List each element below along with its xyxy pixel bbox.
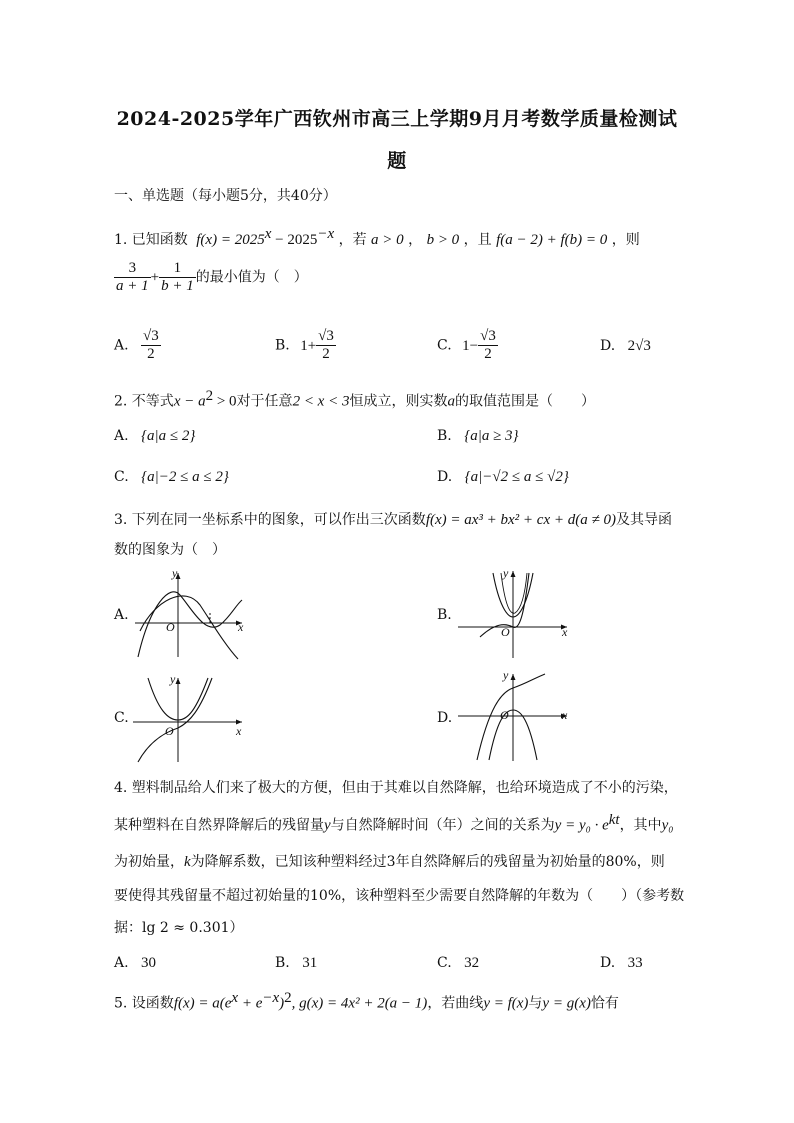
q4-text-2b: 与自然降解时间（年）之间的关系为	[330, 817, 555, 834]
q4-option-c[interactable]	[437, 955, 479, 972]
q1-function	[196, 226, 335, 248]
q2-option-a-text: {a|a ≤ 2}	[141, 428, 196, 444]
q1-text-4: ，则	[611, 232, 640, 248]
q4-option-a[interactable]	[114, 955, 156, 972]
q2-option-d-label: D.	[437, 469, 453, 485]
q3-graph-a[interactable]	[130, 565, 250, 660]
q1-option-b-label: B.	[275, 337, 290, 354]
q5-f-sup2: −x	[262, 990, 280, 1006]
q2-ineq-sup: 2	[205, 388, 214, 404]
q2-option-d[interactable]	[437, 469, 569, 486]
q1-option-c-num: √3	[480, 328, 496, 344]
q2-gt: > 0	[213, 393, 237, 410]
q4-option-b[interactable]	[275, 955, 317, 972]
q4-y0: y₀	[661, 817, 674, 834]
q4-text-2c: ，其中	[619, 817, 662, 834]
q4-formula-sup: kt	[608, 812, 620, 828]
q4-option-a-text: 30	[141, 955, 157, 971]
q1-condition: f(a − 2) + f(b) = 0	[496, 232, 608, 248]
q5-f-mid: + e	[238, 995, 263, 1012]
q1-plus: +	[150, 269, 160, 286]
q3-option-b-label[interactable]: B.	[437, 607, 452, 623]
q1-exp1: x	[264, 226, 272, 242]
q1-option-c-label: C.	[437, 337, 452, 354]
q4-option-c-label: C.	[437, 955, 452, 971]
q1-option-a[interactable]	[114, 328, 161, 363]
q1-tail: 的最小值为（ ）	[195, 269, 308, 286]
q3-text-tail: 及其导函	[615, 512, 672, 528]
q3-graph-d[interactable]	[455, 668, 575, 763]
q4-text-3a: 为初始量，	[114, 854, 184, 870]
question-4-line-5: 据：lg 2 ≈ 0.301）	[114, 920, 244, 936]
q3-option-c-label[interactable]: C.	[114, 710, 129, 726]
q2-option-c[interactable]	[114, 469, 229, 486]
q5-f-end: )	[279, 995, 285, 1012]
q3-c-y-axis: y	[170, 672, 176, 686]
q3-option-a-label[interactable]: A.	[114, 607, 129, 623]
q5-f-sup3: 2	[284, 990, 292, 1006]
q4-option-a-label: A.	[114, 955, 129, 971]
q4-option-b-text: 31	[302, 955, 318, 971]
q4-formula: y = y₀ · e	[554, 817, 609, 834]
q1-option-d-label: D.	[600, 338, 616, 354]
q1-frac2-num: 1	[159, 260, 196, 278]
q5-number: 5. 设函数	[114, 995, 174, 1012]
q4-text-2a: 某种塑料在自然界降解后的残留量	[114, 817, 324, 834]
q3-b-x-axis: x	[562, 625, 568, 639]
q4-text-3b: 为降解系数，已知该种塑料经过3年自然降解后的残留量为初始量的80%，则	[190, 854, 665, 870]
q2-option-d-text: {a|−√2 ≤ a ≤ √2}	[464, 469, 569, 485]
q1-option-b-frac	[316, 328, 336, 363]
q1-option-a-frac	[141, 328, 161, 363]
question-4-line-3	[114, 851, 665, 871]
q3-graph-c[interactable]	[130, 670, 250, 765]
q1-cond-a: a > 0	[371, 232, 404, 248]
q1-option-b-den: 2	[322, 346, 330, 362]
q3-d-x-axis: x	[562, 708, 568, 722]
q2-ineq: x − a	[173, 393, 206, 410]
question-4-line-1: 4. 塑料制品给人们来了极大的方便，但由于其难以自然降解，也给环境造成了不小的污染，	[114, 780, 678, 796]
q1-option-a-label: A.	[114, 337, 129, 354]
q5-g: , g(x) = 4x² + 2(a − 1)	[291, 995, 428, 1012]
q2-mid: 对于任意	[236, 393, 293, 410]
q2-option-a-label: A.	[114, 428, 129, 444]
page-title: 2024-2025学年广西钦州市高三上学期9月月考数学质量检测试	[116, 108, 678, 130]
q1-option-b-pre: 1+	[300, 337, 317, 354]
question-4-line-4: 要使得其残留量不超过初始量的10%，该种塑料至少需要自然降解的年数为（ ）（参考数	[114, 888, 685, 904]
q3-a-origin: O	[166, 620, 175, 634]
q1-option-a-num: √3	[143, 328, 159, 344]
q3-c-origin: O	[165, 724, 174, 738]
page-title-continued: 题	[387, 150, 407, 172]
q1-exp2: −x	[317, 226, 335, 242]
q1-option-d-value: 2√3	[627, 338, 651, 354]
q1-option-b[interactable]	[275, 328, 336, 363]
q3-d-y-axis: y	[503, 668, 509, 682]
q3-formula: f(x) = ax³ + bx² + cx + d(a ≠ 0)	[425, 512, 616, 528]
q5-and: 与	[528, 995, 543, 1012]
q1-text-3: ，且	[463, 232, 492, 248]
q2-tail2: 的取值范围是（ ）	[454, 393, 595, 410]
q3-c-x-axis: x	[236, 724, 242, 738]
question-2-line	[114, 388, 595, 411]
q2-option-c-label: C.	[114, 469, 129, 485]
q5-f-sup1: x	[231, 990, 239, 1006]
q5-curve2: y = g(x)	[542, 995, 591, 1012]
q1-option-c[interactable]	[437, 328, 498, 363]
q1-option-d[interactable]	[600, 338, 651, 355]
q3-a-y-axis: y	[172, 566, 178, 580]
q1-frac1-num: 3	[114, 260, 151, 278]
q5-f: f(x) = a(e	[173, 995, 232, 1012]
q3-d-origin: O	[500, 708, 509, 722]
section-heading: 一、单选题（每小题5分，共40分）	[114, 188, 337, 204]
q1-option-c-pre: 1−	[462, 337, 479, 354]
q4-option-d-text: 33	[627, 955, 643, 971]
question-5-line	[114, 990, 619, 1013]
q2-number: 2. 不等式	[114, 393, 174, 410]
q5-tail2: 恰有	[590, 995, 619, 1012]
q3-option-d-label[interactable]: D.	[437, 710, 453, 726]
q2-option-b[interactable]	[437, 428, 519, 445]
q3-b-origin: O	[501, 625, 510, 639]
q4-option-c-text: 32	[464, 955, 480, 971]
q1-cond-b: b > 0	[426, 232, 460, 248]
question-3-line-1	[114, 509, 672, 529]
q4-option-d-label: D.	[600, 955, 616, 971]
q4-k: k	[184, 854, 191, 870]
q1-frac1-den: a + 1	[116, 278, 149, 294]
q1-option-c-frac	[478, 328, 498, 363]
q3-text: 3. 下列在同一坐标系中的图象，可以作出三次函数	[114, 512, 426, 528]
q5-curve1: y = f(x)	[483, 995, 529, 1012]
q2-tail: 恒成立，则实数	[349, 393, 448, 410]
q1-option-b-num: √3	[318, 328, 334, 344]
q1-function-minus: − 2025	[271, 232, 318, 248]
q2-a: a	[447, 393, 455, 410]
q1-option-c-den: 2	[484, 346, 492, 362]
question-3-line-2: 数的图象为（ ）	[114, 542, 226, 558]
q2-range: 2 < x < 3	[292, 393, 350, 410]
question-4-line-2	[114, 812, 673, 835]
q1-fraction-2	[159, 260, 196, 295]
q3-a-x-axis: x	[238, 620, 244, 634]
question-1-line-2	[114, 260, 308, 295]
q2-option-a[interactable]	[114, 428, 195, 445]
q4-option-b-label: B.	[275, 955, 290, 971]
q1-option-a-den: 2	[147, 346, 155, 362]
q1-frac2-den: b + 1	[161, 278, 194, 294]
question-1-line-1	[114, 226, 640, 249]
q2-option-b-text: {a|a ≥ 3}	[464, 428, 519, 444]
q3-graph-b[interactable]	[455, 565, 575, 660]
q1-text-1: ，若	[338, 232, 367, 248]
q3-b-y-axis: y	[503, 566, 509, 580]
q1-number: 1. 已知函数	[114, 232, 188, 248]
q2-option-c-text: {a|−2 ≤ a ≤ 2}	[141, 469, 229, 485]
q5-tail: ，若曲线	[427, 995, 484, 1012]
q1-fraction-1	[114, 260, 151, 295]
q1-text-2: ，	[408, 232, 423, 248]
q4-option-d[interactable]	[600, 955, 643, 972]
q1-function-base: f(x) = 2025	[196, 232, 265, 248]
q4-y: y	[324, 817, 331, 834]
q2-option-b-label: B.	[437, 428, 452, 444]
